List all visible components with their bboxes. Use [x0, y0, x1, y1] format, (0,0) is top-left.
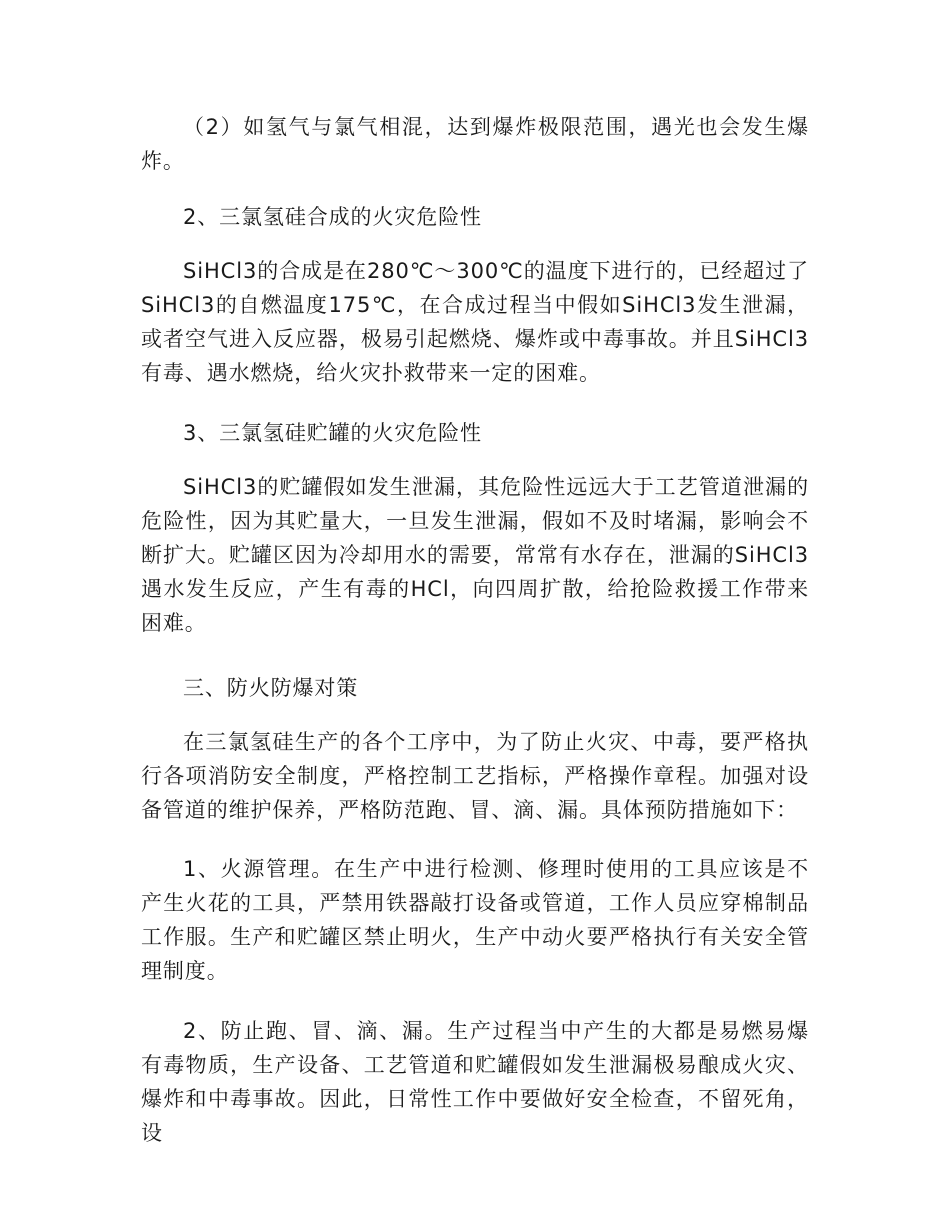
paragraph-synthesis-hazard: SiHCl3的合成是在280℃～300℃的温度下进行的，已经超过了SiHCl3的自燃温度175℃，在合成过程当中假如SiHCl3发生泄漏，或者空气进入反应器，极易引起燃烧、爆炸或中毒事故。并且SiHCl3有毒、遇水燃烧，给火灾扑救带来一定的困难。 [141, 259, 809, 385]
paragraph-storage-hazard: SiHCl3的贮罐假如发生泄漏，其危险性远远大于工艺管道泄漏的危险性，因为其贮量大，一旦发生泄漏，假如不及时堵漏，影响会不断扩大。贮罐区因为冷却用水的需要，常常有水存在，泄漏的SiHCl3遇水发生反应，产生有毒的HCl，向四周扩散，给抢险救援工作带来困难。 [141, 475, 809, 635]
section-heading-fire-prevention: 三、防火防爆对策 [183, 676, 359, 700]
paragraph-leak-prevention: 2、防止跑、冒、滴、漏。生产过程当中产生的大都是易燃易爆有毒物质，生产设备、工艺管道和贮罐假如发生泄漏极易酿成火灾、爆炸和中毒事故。因此，日常性工作中要做好安全检查，不留死角，设 [141, 1019, 809, 1145]
section-heading-storage-hazard: 3、三氯氢硅贮罐的火灾危险性 [183, 421, 482, 445]
paragraph-ignition-management: 1、火源管理。在生产中进行检测、修理时使用的工具应该是不产生火花的工具，严禁用铁器敲打设备或管道，工作人员应穿棉制品工作服。生产和贮罐区禁止明火，生产中动火要严格执行有关安全管理制度。 [141, 857, 809, 983]
paragraph-prevention-intro: 在三氯氢硅生产的各个工序中，为了防止火灾、中毒，要严格执行各项消防安全制度，严格控制工艺指标，严格操作章程。加强对设备管道的维护保养，严格防范跑、冒、滴、漏。具体预防措施如下： [141, 730, 809, 822]
section-heading-synthesis-hazard: 2、三氯氢硅合成的火灾危险性 [183, 205, 482, 229]
paragraph-hydrogen-chlorine: （2）如氢气与氯气相混，达到爆炸极限范围，遇光也会发生爆炸。 [141, 115, 809, 173]
